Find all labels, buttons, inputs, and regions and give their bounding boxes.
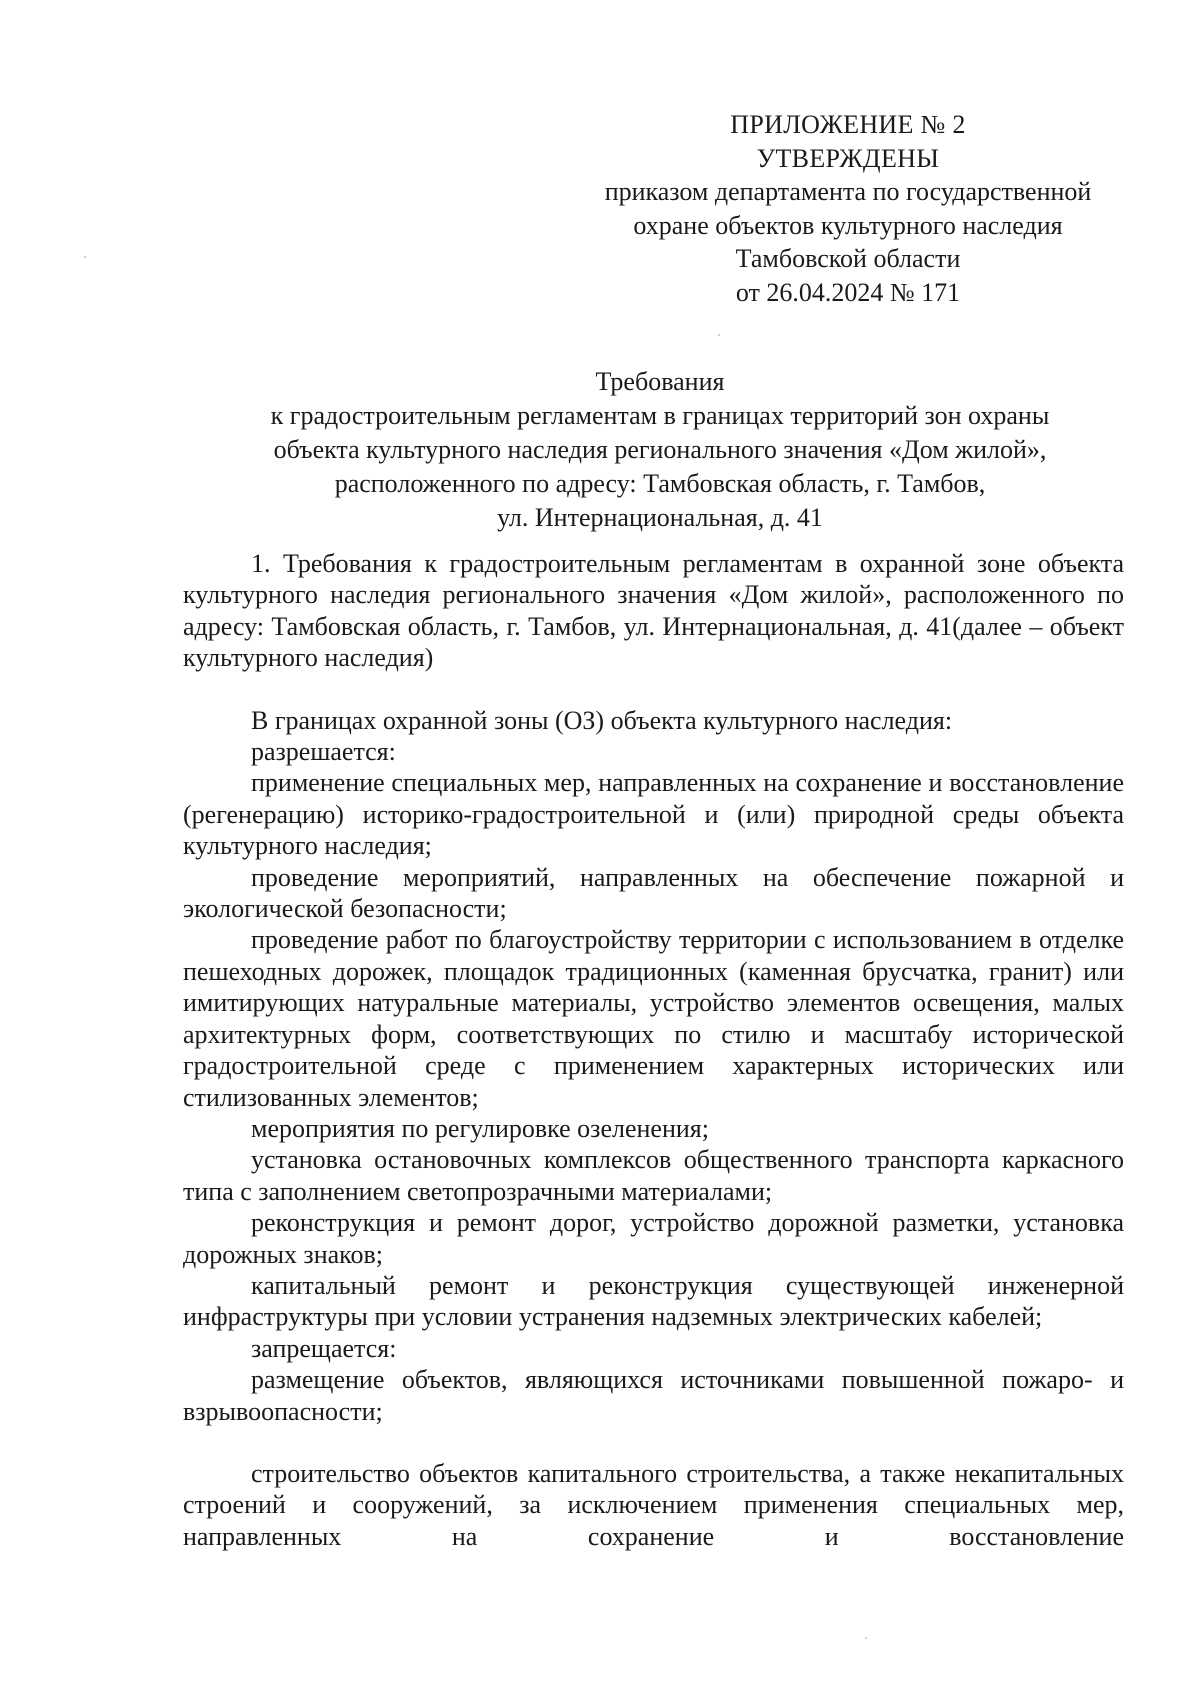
appendix-number: ПРИЛОЖЕНИЕ № 2	[730, 110, 966, 139]
allowed-item: применение специальных мер, направленных на сохранение и восстановление (регенерацию) историко-градостроительной и (или) природной среды объекта культурного наследия;	[183, 768, 1124, 861]
approval-block	[578, 108, 1118, 309]
approved-heading: УТВЕРЖДЕНЫ	[756, 143, 940, 173]
allowed-item: мероприятия по регулировке озеленения;	[251, 1113, 709, 1143]
title-line: ул. Интернациональная, д. 41	[497, 503, 823, 532]
forbidden-item: строительство объектов капитального строительства, а также некапитальных строений и сооружений, за исключением применения специальных мер, направленных на сохранение и восстановление	[183, 1458, 1124, 1551]
allowed-item: проведение мероприятий, направленных на обеспечение пожарной и экологической безопасности;	[183, 862, 1124, 924]
forbidden-heading: запрещается:	[251, 1333, 397, 1363]
approval-date-number: от 26.04.2024 № 171	[735, 277, 961, 307]
title-line: расположенного по адресу: Тамбовская область, г. Тамбов,	[334, 469, 986, 498]
approval-line: приказом департамента по государственной	[604, 177, 1092, 206]
scan-speck	[865, 1637, 867, 1639]
document-body	[183, 548, 1124, 1552]
title-line: к градостроительным регламентам в границах территорий зон охраны	[270, 401, 1050, 430]
document-title	[180, 365, 1140, 535]
scan-speck	[84, 256, 86, 258]
allowed-item: проведение работ по благоустройству территории с использованием в отделке пешеходных дорожек, площадок традиционных (каменная брусчатка, гранит) или имитирующих натуральные материалы, устройство элементов освещения, малых архитектурных форм, соответствующих по стилю и масштабу исторической градостроительной среде с применением характерных исторических или стилизованных элементов;	[183, 925, 1124, 1112]
section-1-paragraph: 1. Требования к градостроительным регламентам в охранной зоне объекта культурного наследия регионального значения «Дом жилой», расположенного по адресу: Тамбовская область, г. Тамбов, ул. Интернациональная, д. 41(далее – объект культурного наследия)	[183, 549, 1124, 673]
title-heading: Требования	[595, 367, 725, 396]
allowed-heading: разрешается:	[251, 737, 396, 767]
zone-intro: В границах охранной зоны (ОЗ) объекта культурного наследия:	[251, 705, 953, 735]
allowed-item: реконструкция и ремонт дорог, устройство дорожной разметки, установка дорожных знаков;	[183, 1208, 1124, 1269]
scan-speck	[718, 334, 720, 336]
title-line: объекта культурного наследия регионального значения «Дом жилой»,	[273, 435, 1047, 464]
allowed-item: капитальный ремонт и реконструкция существующей инженерной инфраструктуры при условии устранения надземных электрических кабелей;	[183, 1270, 1124, 1332]
forbidden-item: размещение объектов, являющихся источниками повышенной пожаро- и взрывоопасности;	[183, 1365, 1124, 1426]
approval-line: охране объектов культурного наследия	[633, 210, 1063, 240]
allowed-item: установка остановочных комплексов общественного транспорта каркасного типа с заполнением светопрозрачными материалами;	[183, 1145, 1124, 1206]
approval-line: Тамбовской области	[735, 244, 961, 273]
